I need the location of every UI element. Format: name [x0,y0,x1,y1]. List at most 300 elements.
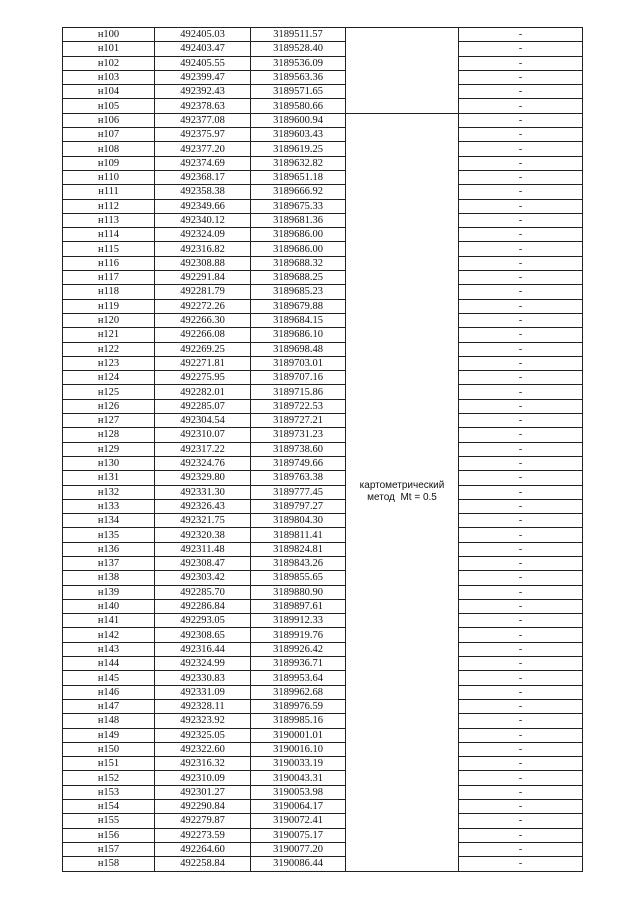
x-coordinate-cell: 492324.09 [155,228,251,242]
table-row [63,499,583,513]
accuracy-dash-cell: - [459,657,583,671]
accuracy-dash-cell: - [459,800,583,814]
accuracy-dash-cell: - [459,442,583,456]
table-row [63,242,583,256]
x-coordinate-cell: 492377.08 [155,113,251,127]
x-coordinate-cell: 492264.60 [155,842,251,856]
accuracy-dash-cell: - [459,28,583,42]
y-coordinate-cell: 3190072.41 [251,814,346,828]
x-coordinate-cell: 492326.43 [155,499,251,513]
point-name-cell: н141 [63,614,155,628]
table-row [63,685,583,699]
x-coordinate-cell: 492320.38 [155,528,251,542]
table-row [63,414,583,428]
accuracy-dash-cell: - [459,213,583,227]
point-name-cell: н116 [63,256,155,270]
x-coordinate-cell: 492308.88 [155,256,251,270]
table-row [63,485,583,499]
y-coordinate-cell: 3189855.65 [251,571,346,585]
x-coordinate-cell: 492285.07 [155,399,251,413]
point-name-cell: н120 [63,313,155,327]
accuracy-dash-cell: - [459,485,583,499]
point-name-cell: н108 [63,142,155,156]
point-name-cell: н146 [63,685,155,699]
table-row [63,328,583,342]
x-coordinate-cell: 492290.84 [155,800,251,814]
x-coordinate-cell: 492392.43 [155,85,251,99]
point-name-cell: н117 [63,271,155,285]
accuracy-dash-cell: - [459,771,583,785]
point-name-cell: н102 [63,56,155,70]
y-coordinate-cell: 3189688.25 [251,271,346,285]
y-coordinate-cell: 3189727.21 [251,414,346,428]
table-row [63,185,583,199]
table-row [63,356,583,370]
accuracy-dash-cell: - [459,842,583,856]
y-coordinate-cell: 3189571.65 [251,85,346,99]
table-row [63,585,583,599]
accuracy-dash-cell: - [459,299,583,313]
accuracy-dash-cell: - [459,628,583,642]
table-row [63,156,583,170]
table-row [63,271,583,285]
x-coordinate-cell: 492316.44 [155,642,251,656]
point-name-cell: н139 [63,585,155,599]
point-name-cell: н121 [63,328,155,342]
table-row [63,628,583,642]
method-label-line2: метод Mt = 0.5 [367,492,437,504]
x-coordinate-cell: 492375.97 [155,128,251,142]
x-coordinate-cell: 492285.70 [155,585,251,599]
x-coordinate-cell: 492310.07 [155,428,251,442]
x-coordinate-cell: 492310.09 [155,771,251,785]
x-coordinate-cell: 492311.48 [155,542,251,556]
table-row [63,771,583,785]
x-coordinate-cell: 492275.95 [155,371,251,385]
accuracy-dash-cell: - [459,785,583,799]
x-coordinate-cell: 492266.30 [155,313,251,327]
table-row [63,800,583,814]
point-name-cell: н129 [63,442,155,456]
y-coordinate-cell: 3189688.32 [251,256,346,270]
y-coordinate-cell: 3189919.76 [251,628,346,642]
x-coordinate-cell: 492405.55 [155,56,251,70]
table-row [63,99,583,113]
table-row [63,128,583,142]
method-cell-upper [346,28,459,114]
x-coordinate-cell: 492331.30 [155,485,251,499]
accuracy-dash-cell: - [459,128,583,142]
accuracy-dash-cell: - [459,242,583,256]
accuracy-dash-cell: - [459,356,583,370]
point-name-cell: н152 [63,771,155,785]
x-coordinate-cell: 492329.80 [155,471,251,485]
point-name-cell: н137 [63,556,155,570]
accuracy-dash-cell: - [459,285,583,299]
y-coordinate-cell: 3189962.68 [251,685,346,699]
y-coordinate-cell: 3189703.01 [251,356,346,370]
point-name-cell: н154 [63,800,155,814]
method-label-line1: картометрический [359,480,445,492]
table-row [63,657,583,671]
accuracy-dash-cell: - [459,256,583,270]
x-coordinate-cell: 492324.76 [155,456,251,470]
x-coordinate-cell: 492368.17 [155,170,251,184]
y-coordinate-cell: 3189686.00 [251,228,346,242]
x-coordinate-cell: 492308.65 [155,628,251,642]
accuracy-dash-cell: - [459,685,583,699]
accuracy-dash-cell: - [459,313,583,327]
accuracy-dash-cell: - [459,113,583,127]
accuracy-dash-cell: - [459,199,583,213]
y-coordinate-cell: 3190001.01 [251,728,346,742]
x-coordinate-cell: 492331.09 [155,685,251,699]
y-coordinate-cell: 3189777.45 [251,485,346,499]
table-row [63,313,583,327]
accuracy-dash-cell: - [459,471,583,485]
point-name-cell: н144 [63,657,155,671]
table-row [63,599,583,613]
x-coordinate-cell: 492403.47 [155,42,251,56]
point-name-cell: н156 [63,828,155,842]
y-coordinate-cell: 3189936.71 [251,657,346,671]
y-coordinate-cell: 3189797.27 [251,499,346,513]
table-row [63,399,583,413]
x-coordinate-cell: 492374.69 [155,156,251,170]
accuracy-dash-cell: - [459,814,583,828]
table-row [63,842,583,856]
accuracy-dash-cell: - [459,599,583,613]
point-name-cell: н132 [63,485,155,499]
point-name-cell: н109 [63,156,155,170]
y-coordinate-cell: 3189666.92 [251,185,346,199]
table-row [63,742,583,756]
y-coordinate-cell: 3189580.66 [251,99,346,113]
point-name-cell: н100 [63,28,155,42]
accuracy-dash-cell: - [459,585,583,599]
point-name-cell: н130 [63,456,155,470]
y-coordinate-cell: 3189722.53 [251,399,346,413]
accuracy-dash-cell: - [459,99,583,113]
point-name-cell: н105 [63,99,155,113]
y-coordinate-cell: 3189563.36 [251,70,346,84]
y-coordinate-cell: 3189536.09 [251,56,346,70]
y-coordinate-cell: 3190075.17 [251,828,346,842]
table-row [63,170,583,184]
y-coordinate-cell: 3189685.23 [251,285,346,299]
x-coordinate-cell: 492316.32 [155,757,251,771]
accuracy-dash-cell: - [459,399,583,413]
table-row [63,442,583,456]
accuracy-dash-cell: - [459,728,583,742]
accuracy-dash-cell: - [459,85,583,99]
y-coordinate-cell: 3189880.90 [251,585,346,599]
y-coordinate-cell: 3189824.81 [251,542,346,556]
x-coordinate-cell: 492316.82 [155,242,251,256]
x-coordinate-cell: 492377.20 [155,142,251,156]
x-coordinate-cell: 492378.63 [155,99,251,113]
y-coordinate-cell: 3189811.41 [251,528,346,542]
point-name-cell: н133 [63,499,155,513]
point-name-cell: н111 [63,185,155,199]
y-coordinate-cell: 3189698.48 [251,342,346,356]
accuracy-dash-cell: - [459,56,583,70]
x-coordinate-cell: 492291.84 [155,271,251,285]
point-name-cell: н104 [63,85,155,99]
point-name-cell: н122 [63,342,155,356]
x-coordinate-cell: 492321.75 [155,514,251,528]
x-coordinate-cell: 492340.12 [155,213,251,227]
point-name-cell: н125 [63,385,155,399]
table-row [63,571,583,585]
coordinate-table [62,27,583,872]
x-coordinate-cell: 492399.47 [155,70,251,84]
point-name-cell: н145 [63,671,155,685]
table-row [63,671,583,685]
table-row [63,814,583,828]
y-coordinate-cell: 3190043.31 [251,771,346,785]
accuracy-dash-cell: - [459,342,583,356]
table-row [63,113,583,127]
point-name-cell: н147 [63,699,155,713]
table-row [63,456,583,470]
accuracy-dash-cell: - [459,142,583,156]
table-row [63,228,583,242]
y-coordinate-cell: 3189632.82 [251,156,346,170]
x-coordinate-cell: 492273.59 [155,828,251,842]
y-coordinate-cell: 3189686.10 [251,328,346,342]
point-name-cell: н127 [63,414,155,428]
x-coordinate-cell: 492303.42 [155,571,251,585]
point-name-cell: н149 [63,728,155,742]
x-coordinate-cell: 492286.84 [155,599,251,613]
point-name-cell: н112 [63,199,155,213]
accuracy-dash-cell: - [459,742,583,756]
accuracy-dash-cell: - [459,328,583,342]
table-row [63,757,583,771]
table-row [63,728,583,742]
accuracy-dash-cell: - [459,514,583,528]
point-name-cell: н106 [63,113,155,127]
y-coordinate-cell: 3190086.44 [251,857,346,871]
table-row [63,428,583,442]
accuracy-dash-cell: - [459,757,583,771]
x-coordinate-cell: 492349.66 [155,199,251,213]
accuracy-dash-cell: - [459,170,583,184]
x-coordinate-cell: 492272.26 [155,299,251,313]
x-coordinate-cell: 492358.38 [155,185,251,199]
y-coordinate-cell: 3189707.16 [251,371,346,385]
accuracy-dash-cell: - [459,42,583,56]
x-coordinate-cell: 492269.25 [155,342,251,356]
y-coordinate-cell: 3190033.19 [251,757,346,771]
x-coordinate-cell: 492271.81 [155,356,251,370]
y-coordinate-cell: 3189675.33 [251,199,346,213]
x-coordinate-cell: 492281.79 [155,285,251,299]
point-name-cell: н148 [63,714,155,728]
accuracy-dash-cell: - [459,571,583,585]
accuracy-dash-cell: - [459,228,583,242]
accuracy-dash-cell: - [459,428,583,442]
table-row [63,42,583,56]
table-row [63,528,583,542]
y-coordinate-cell: 3189912.33 [251,614,346,628]
y-coordinate-cell: 3189684.15 [251,313,346,327]
point-name-cell: н114 [63,228,155,242]
point-name-cell: н143 [63,642,155,656]
x-coordinate-cell: 492323.92 [155,714,251,728]
y-coordinate-cell: 3189897.61 [251,599,346,613]
y-coordinate-cell: 3189804.30 [251,514,346,528]
point-name-cell: н157 [63,842,155,856]
point-name-cell: н119 [63,299,155,313]
table-row [63,714,583,728]
accuracy-dash-cell: - [459,371,583,385]
y-coordinate-cell: 3189976.59 [251,699,346,713]
accuracy-dash-cell: - [459,499,583,513]
point-name-cell: н151 [63,757,155,771]
y-coordinate-cell: 3189926.42 [251,642,346,656]
point-name-cell: н134 [63,514,155,528]
x-coordinate-cell: 492330.83 [155,671,251,685]
table-row [63,828,583,842]
point-name-cell: н142 [63,628,155,642]
y-coordinate-cell: 3190064.17 [251,800,346,814]
table-row [63,642,583,656]
accuracy-dash-cell: - [459,414,583,428]
accuracy-dash-cell: - [459,671,583,685]
point-name-cell: н107 [63,128,155,142]
point-name-cell: н118 [63,285,155,299]
accuracy-dash-cell: - [459,857,583,871]
accuracy-dash-cell: - [459,385,583,399]
point-name-cell: н103 [63,70,155,84]
point-name-cell: н136 [63,542,155,556]
table-row [63,56,583,70]
accuracy-dash-cell: - [459,185,583,199]
point-name-cell: н115 [63,242,155,256]
y-coordinate-cell: 3190016.10 [251,742,346,756]
x-coordinate-cell: 492308.47 [155,556,251,570]
table-row [63,199,583,213]
point-name-cell: н124 [63,371,155,385]
x-coordinate-cell: 492301.27 [155,785,251,799]
table-row [63,785,583,799]
x-coordinate-cell: 492324.99 [155,657,251,671]
x-coordinate-cell: 492405.03 [155,28,251,42]
table-row [63,471,583,485]
point-name-cell: н128 [63,428,155,442]
table-row [63,299,583,313]
accuracy-dash-cell: - [459,614,583,628]
x-coordinate-cell: 492279.87 [155,814,251,828]
y-coordinate-cell: 3190077.20 [251,842,346,856]
x-coordinate-cell: 492266.08 [155,328,251,342]
table-row [63,857,583,871]
point-name-cell: н113 [63,213,155,227]
accuracy-dash-cell: - [459,70,583,84]
table-row [63,614,583,628]
y-coordinate-cell: 3189953.64 [251,671,346,685]
coordinate-table-body [63,28,583,872]
x-coordinate-cell: 492293.05 [155,614,251,628]
y-coordinate-cell: 3189681.36 [251,213,346,227]
x-coordinate-cell: 492258.84 [155,857,251,871]
table-row [63,70,583,84]
x-coordinate-cell: 492328.11 [155,699,251,713]
coordinate-table-page [62,27,582,872]
table-row [63,699,583,713]
x-coordinate-cell: 492325.05 [155,728,251,742]
method-cell [346,113,459,871]
y-coordinate-cell: 3189715.86 [251,385,346,399]
y-coordinate-cell: 3189763.38 [251,471,346,485]
x-coordinate-cell: 492282.01 [155,385,251,399]
y-coordinate-cell: 3189731.23 [251,428,346,442]
table-row [63,371,583,385]
point-name-cell: н138 [63,571,155,585]
accuracy-dash-cell: - [459,699,583,713]
table-row [63,256,583,270]
point-name-cell: н135 [63,528,155,542]
y-coordinate-cell: 3189738.60 [251,442,346,456]
accuracy-dash-cell: - [459,271,583,285]
x-coordinate-cell: 492317.22 [155,442,251,456]
y-coordinate-cell: 3189686.00 [251,242,346,256]
table-row [63,556,583,570]
y-coordinate-cell: 3189749.66 [251,456,346,470]
accuracy-dash-cell: - [459,456,583,470]
point-name-cell: н123 [63,356,155,370]
point-name-cell: н153 [63,785,155,799]
point-name-cell: н110 [63,170,155,184]
y-coordinate-cell: 3189651.18 [251,170,346,184]
y-coordinate-cell: 3189528.40 [251,42,346,56]
accuracy-dash-cell: - [459,556,583,570]
table-row [63,342,583,356]
accuracy-dash-cell: - [459,828,583,842]
accuracy-dash-cell: - [459,528,583,542]
y-coordinate-cell: 3189619.25 [251,142,346,156]
point-name-cell: н131 [63,471,155,485]
point-name-cell: н150 [63,742,155,756]
y-coordinate-cell: 3189600.94 [251,113,346,127]
x-coordinate-cell: 492304.54 [155,414,251,428]
table-row [63,213,583,227]
accuracy-dash-cell: - [459,542,583,556]
y-coordinate-cell: 3190053.98 [251,785,346,799]
table-row [63,514,583,528]
point-name-cell: н101 [63,42,155,56]
accuracy-dash-cell: - [459,156,583,170]
table-row [63,85,583,99]
accuracy-dash-cell: - [459,642,583,656]
table-row [63,542,583,556]
y-coordinate-cell: 3189843.26 [251,556,346,570]
y-coordinate-cell: 3189679.88 [251,299,346,313]
x-coordinate-cell: 492322.60 [155,742,251,756]
y-coordinate-cell: 3189985.16 [251,714,346,728]
table-row [63,385,583,399]
point-name-cell: н158 [63,857,155,871]
point-name-cell: н155 [63,814,155,828]
y-coordinate-cell: 3189603.43 [251,128,346,142]
point-name-cell: н140 [63,599,155,613]
table-row [63,142,583,156]
y-coordinate-cell: 3189511.57 [251,28,346,42]
accuracy-dash-cell: - [459,714,583,728]
point-name-cell: н126 [63,399,155,413]
